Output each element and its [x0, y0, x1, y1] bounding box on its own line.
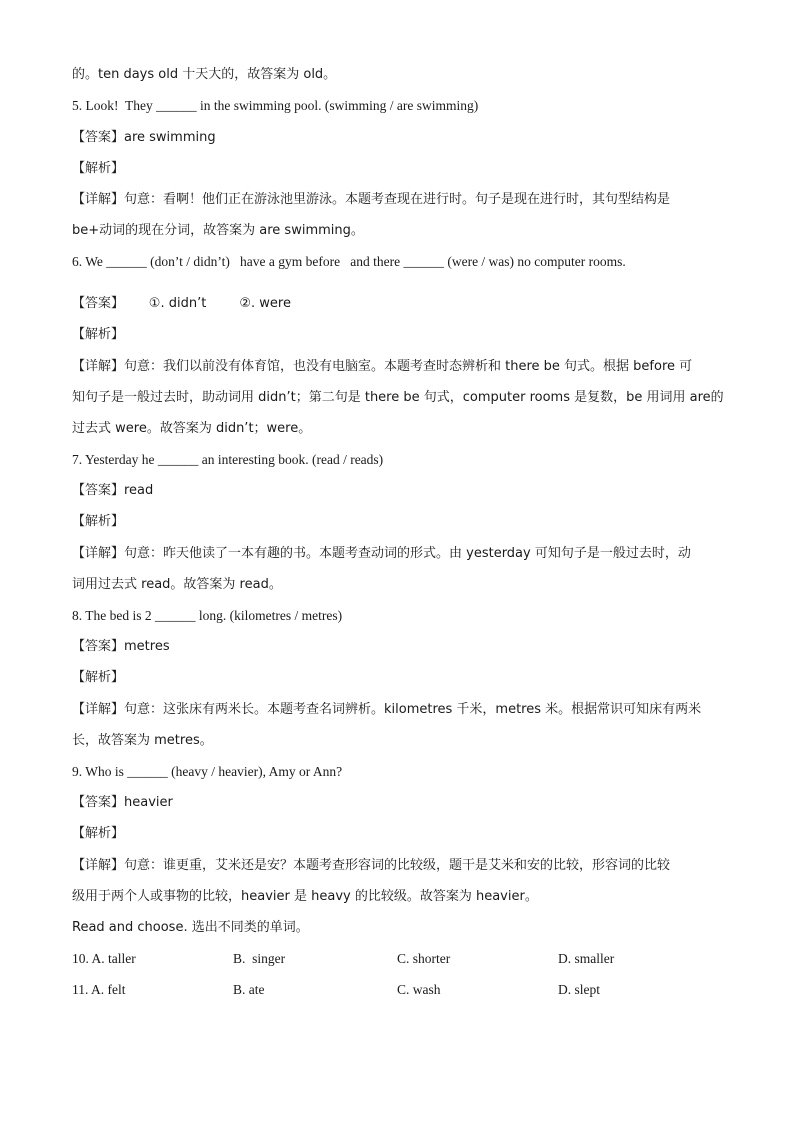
option-a: 11. A. felt — [72, 982, 126, 997]
detail-6-line-3: 过去式 were。故答案为 didn’t；were。 — [72, 421, 312, 436]
question-5: 5. Look! They ______ in the swimming pool. (swimming / are swimming) — [72, 98, 479, 113]
question-7: 7. Yesterday he ______ an interesting book. (read / reads) — [72, 452, 384, 467]
analysis-label-8: 【解析】 — [72, 670, 125, 685]
option-d: D. slept — [558, 982, 600, 997]
detail-5-line-1: 【详解】句意：看啊！他们正在游泳池里游泳。本题考查现在进行时。句子是现在进行时，其句型结构是 — [72, 192, 671, 207]
detail-6-line-1: 【详解】句意：我们以前没有体育馆，也没有电脑室。本题考查时态辨析和 there be 句式。根据 before 可 — [72, 359, 693, 374]
answer-6: 【答案】 ①. didn’t ②. were — [72, 296, 291, 311]
detail-8-line-2: 长，故答案为 metres。 — [72, 733, 213, 748]
text-line: 的。ten days old 十天大的，故答案为 old。 — [72, 67, 337, 82]
answer-5: 【答案】are swimming — [72, 130, 216, 145]
option-c: C. wash — [397, 982, 441, 997]
option-d: D. smaller — [558, 951, 615, 966]
answer-9: 【答案】heavier — [72, 795, 173, 810]
analysis-label-6: 【解析】 — [72, 327, 125, 342]
detail-8-line-1: 【详解】句意：这张床有两米长。本题考查名词辨析。kilometres 千米，metres 米。根据常识可知床有两米 — [72, 702, 702, 717]
detail-7-line-2: 词用过去式 read。故答案为 read。 — [72, 577, 282, 592]
option-b: B. ate — [233, 982, 265, 997]
analysis-label-5: 【解析】 — [72, 161, 125, 176]
detail-9-line-1: 【详解】句意：谁更重，艾米还是安？本题考查形容词的比较级，题干是艾米和安的比较，形容词的比较 — [72, 858, 671, 873]
section-heading: Read and choose. 选出不同类的单词。 — [72, 920, 309, 935]
analysis-label-7: 【解析】 — [72, 514, 125, 529]
option-a: 10. A. taller — [72, 951, 136, 966]
question-8: 8. The bed is 2 ______ long. (kilometres / metres) — [72, 608, 343, 623]
option-c: C. shorter — [397, 951, 451, 966]
detail-7-line-1: 【详解】句意：昨天他读了一本有趣的书。本题考查动词的形式。由 yesterday 可知句子是一般过去时，动 — [72, 546, 691, 561]
answer-7: 【答案】read — [72, 483, 154, 498]
option-b: B. singer — [233, 951, 286, 966]
question-9: 9. Who is ______ (heavy / heavier), Amy or Ann? — [72, 764, 343, 779]
answer-8: 【答案】metres — [72, 639, 170, 654]
detail-9-line-2: 级用于两个人或事物的比较，heavier 是 heavy 的比较级。故答案为 heavier。 — [72, 889, 538, 904]
detail-6-line-2: 知句子是一般过去时，助动词用 didn’t；第二句是 there be 句式，computer rooms 是复数，be 用词用 are的 — [72, 390, 724, 405]
analysis-label-9: 【解析】 — [72, 826, 125, 841]
detail-5-line-2: be+动词的现在分词，故答案为 are swimming。 — [72, 223, 364, 238]
question-6: 6. We ______ (don’t / didn’t) have a gym before and there ______ (were / was) no computer rooms. — [72, 254, 626, 269]
